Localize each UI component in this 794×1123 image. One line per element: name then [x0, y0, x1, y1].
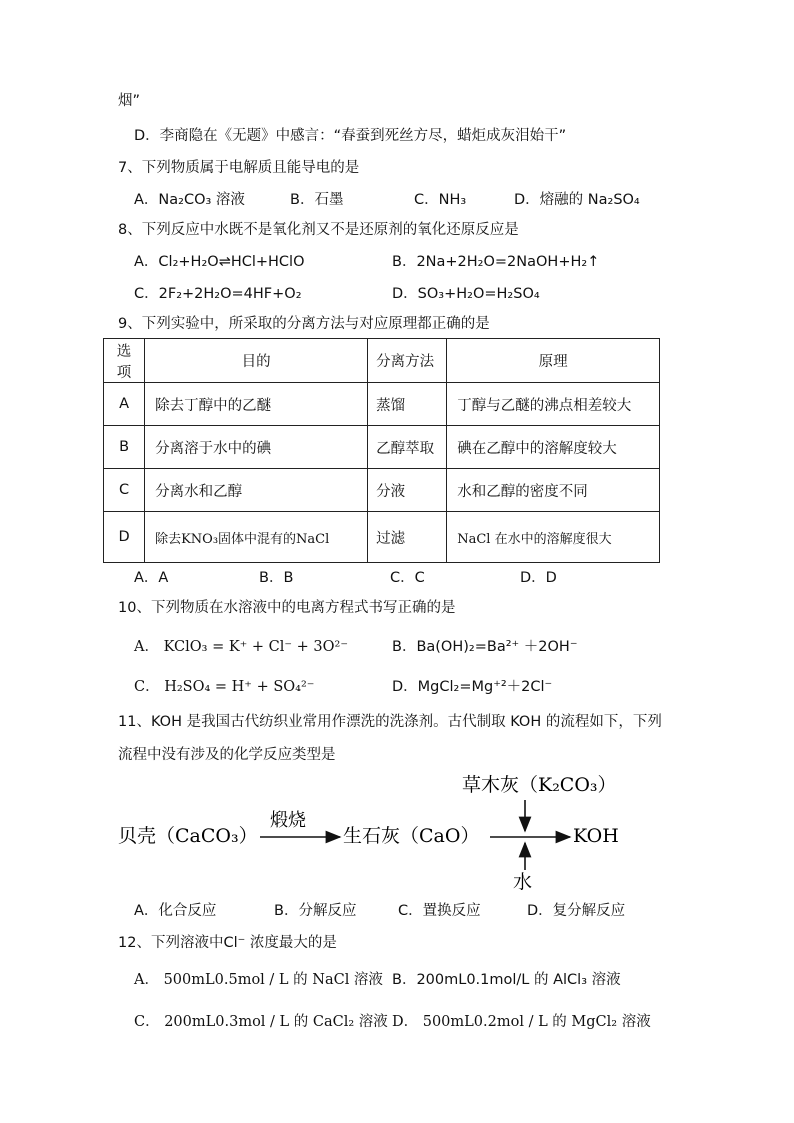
question-11-stem-line1: 11、KOH 是我国古代纺织业常用作漂洗的洗涤剂。古代制取 KOH 的流程如下，下列 [118, 714, 662, 730]
cell-principle: 丁醇与乙醚的沸点相差较大 [447, 383, 660, 426]
question-11-option-a: A．化合反应 [134, 903, 217, 919]
cell-option: A [104, 383, 145, 426]
header-principle: 原理 [447, 339, 660, 383]
cell-option: B [104, 426, 145, 469]
question-9-option-d: D．D [520, 570, 557, 586]
cell-purpose: 分离水和乙醇 [145, 469, 368, 512]
table-row [104, 469, 660, 512]
question-10-option-b: B．Ba(OH)₂=Ba²⁺ ＋2OH⁻ [392, 639, 578, 655]
question-6-option-d: D．李商隐在《无题》中感言：“春蚕到死丝方尽，蜡炬成灰泪始干” [134, 128, 567, 144]
question-12-option-d: D． 500mL0.2mol / L 的 MgCl₂ 溶液 [392, 1014, 651, 1030]
cell-method: 分液 [368, 469, 447, 512]
question-12-option-c: C． 200mL0.3mol / L 的 CaCl₂ 溶液 [134, 1014, 388, 1030]
table-header-row [104, 339, 660, 383]
header-purpose: 目的 [145, 339, 368, 383]
question-7-stem: 7、下列物质属于电解质且能导电的是 [118, 160, 360, 176]
question-12-option-b: B．200mL0.1mol/L 的 AlCl₃ 溶液 [392, 972, 621, 988]
cell-option: D [104, 512, 145, 563]
separation-methods-table [103, 338, 660, 563]
question-9-option-c: C．C [390, 570, 425, 586]
koh-production-flow-diagram [0, 765, 794, 895]
question-12-option-a: A． 500mL0.5mol / L 的 NaCl 溶液 [134, 972, 383, 988]
cell-principle: 碘在乙醇中的溶解度较大 [447, 426, 660, 469]
cell-purpose: 除去KNO₃固体中混有的NaCl [145, 512, 368, 563]
question-9-option-b: B．B [259, 570, 294, 586]
question-10-option-c: C． H₂SO₄ = H⁺ + SO₄²⁻ [134, 679, 315, 695]
flow-shell-label: 贝壳（CaCO₃） [118, 825, 258, 847]
question-7-option-c: C．NH₃ [414, 192, 467, 208]
question-8-option-c: C．2F₂+2H₂O=4HF+O₂ [134, 286, 302, 302]
question-9-option-a: A．A [134, 570, 169, 586]
question-11-stem-line2: 流程中没有涉及的化学反应类型是 [118, 747, 336, 763]
question-10-stem: 10、下列物质在水溶液中的电离方程式书写正确的是 [118, 600, 456, 616]
table-row [104, 426, 660, 469]
cell-option: C [104, 469, 145, 512]
question-7-option-d: D．熔融的 Na₂SO₄ [514, 192, 640, 208]
cell-purpose: 分离溶于水中的碘 [145, 426, 368, 469]
flow-calcine-label: 煅烧 [270, 810, 306, 831]
flow-product-label: KOH [573, 825, 619, 847]
header-method: 分离方法 [368, 339, 447, 383]
flow-water-label: 水 [513, 871, 533, 893]
question-8-option-a: A．Cl₂+H₂O⇌HCl+HClO [134, 254, 305, 270]
cell-method: 蒸馏 [368, 383, 447, 426]
cell-principle: NaCl 在水中的溶解度很大 [447, 512, 660, 563]
cell-purpose: 除去丁醇中的乙醚 [145, 383, 368, 426]
cell-method: 乙醇萃取 [368, 426, 447, 469]
question-7-option-a: A．Na₂CO₃ 溶液 [134, 192, 245, 208]
header-option: 选项 [104, 339, 145, 383]
cell-method: 过滤 [368, 512, 447, 563]
table-row [104, 512, 660, 563]
question-8-option-d: D．SO₃+H₂O=H₂SO₄ [392, 286, 540, 302]
question-12-stem: 12、下列溶液中Cl⁻ 浓度最大的是 [118, 935, 337, 951]
cell-principle: 水和乙醇的密度不同 [447, 469, 660, 512]
question-11-option-b: B．分解反应 [274, 903, 357, 919]
question-11-option-d: D．复分解反应 [527, 903, 626, 919]
table-row [104, 383, 660, 426]
question-9-stem: 9、下列实验中，所采取的分离方法与对应原理都正确的是 [118, 316, 490, 332]
question-8-option-b: B．2Na+2H₂O=2NaOH+H₂↑ [392, 254, 600, 270]
flow-ash-label: 草木灰（K₂CO₃） [462, 774, 617, 796]
question-7-option-b: B．石墨 [290, 192, 344, 208]
question-8-stem: 8、下列反应中水既不是氧化剂又不是还原剂的氧化还原反应是 [118, 222, 519, 238]
flow-lime-label: 生石灰（CaO） [343, 825, 480, 847]
question-11-option-c: C．置换反应 [398, 903, 481, 919]
question-6-fragment: 烟” [118, 93, 141, 109]
question-10-option-a: A． KClO₃ = K⁺ + Cl⁻ + 3O²⁻ [134, 639, 349, 655]
question-10-option-d: D．MgCl₂=Mg⁺²＋2Cl⁻ [392, 679, 553, 695]
